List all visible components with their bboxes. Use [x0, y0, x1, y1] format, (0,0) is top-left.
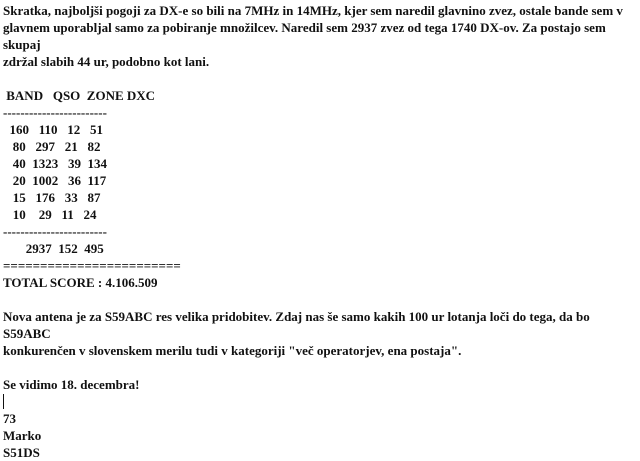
closing-line: Se vidimo 18. decembra!: [3, 377, 140, 392]
table-row: 10 29 11 24: [3, 207, 97, 222]
signature-name: Marko: [3, 428, 42, 443]
table-row: 20 1002 36 117: [3, 173, 107, 188]
intro-line-2: glavnem uporabljal samo za pobiranje množilcev. Naredil sem 2937 zvez od tega 1740 DX-ov. Za postajo sem skupaj: [3, 20, 606, 52]
table-row: 40 1323 39 134: [3, 156, 107, 171]
table-row: 160 110 12 51: [3, 122, 104, 137]
table-divider-double: ========================: [3, 258, 181, 273]
table-divider-bottom: ------------------------: [3, 224, 107, 239]
table-row: 80 297 21 82: [3, 139, 101, 154]
table-header: BAND QSO ZONE DXC: [3, 88, 156, 103]
table-totals-row: 2937 152 495: [3, 241, 104, 256]
table-divider-top: ------------------------: [3, 105, 107, 120]
table-row: 15 176 33 87: [3, 190, 101, 205]
spacer: [3, 70, 640, 87]
text-cursor: [3, 394, 4, 409]
intro-line-1: Skratka, najboljši pogoji za DX-e so bili na 7MHz in 14MHz, kjer sem naredil glavnino zvez, ostale bande sem v: [3, 3, 623, 18]
band-score-table: [3, 87, 640, 274]
total-score: TOTAL SCORE : 4.106.509: [3, 275, 158, 290]
spacer: [3, 291, 640, 308]
spacer: [3, 359, 640, 376]
signature-callsign: S51DS: [3, 445, 40, 460]
antenna-line-2: konkurenčen v slovenskem merilu tudi v kategoriji "več operatorjev, ena postaja".: [3, 343, 462, 358]
signature-regards: 73: [3, 411, 16, 426]
intro-line-3: zdržal slabih 44 ur, podobno kot lani.: [3, 54, 210, 69]
antenna-line-1: Nova antena je za S59ABC res velika pridobitev. Zdaj nas še samo kakih 100 ur lotanja loči do tega, da bo S59ABC: [3, 309, 590, 341]
text-cursor-line: [3, 393, 640, 410]
